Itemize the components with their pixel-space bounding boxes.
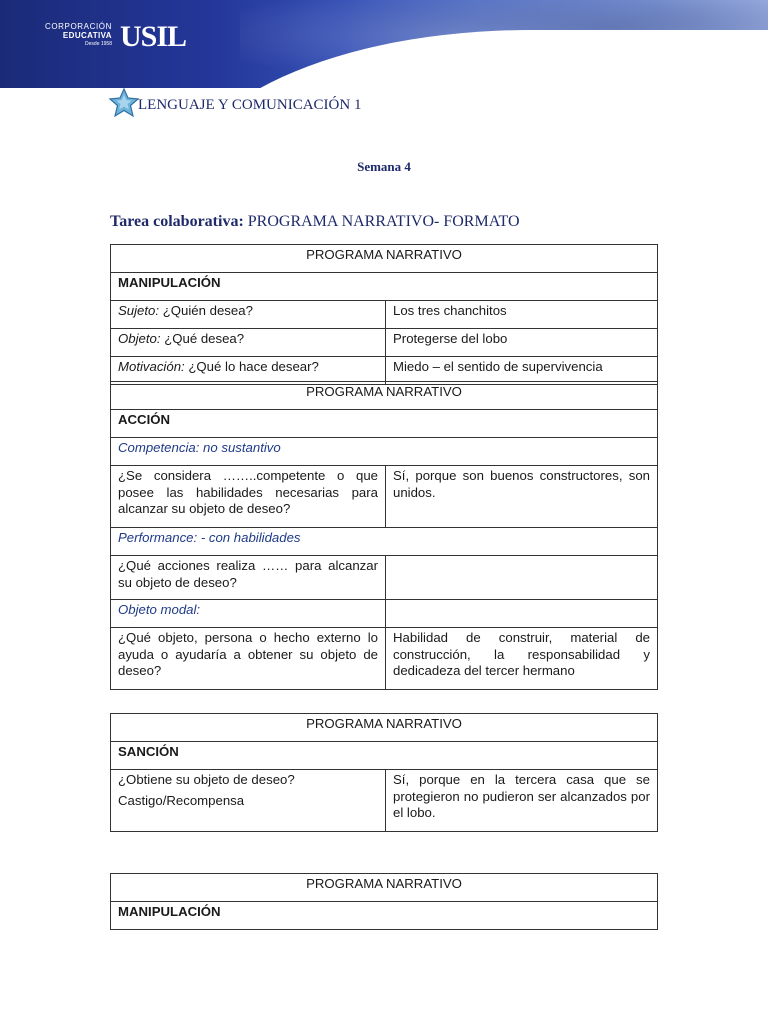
task-prefix: Tarea colaborativa: (110, 213, 248, 230)
sancion-question2: Castigo/Recompensa (118, 792, 245, 808)
table-row (111, 600, 658, 628)
row-answer: Los tres chanchitos (386, 301, 658, 329)
star-icon (108, 87, 140, 119)
table-row (111, 329, 658, 357)
course-heading (108, 86, 361, 120)
competencia-question: ¿Se considera ……..competente o que posee las habilidades necesarias para alcanzar su objeto de deseo? (111, 466, 386, 528)
objeto-answer: Habilidad de construir, material de construcción, la responsabilidad y dedicadeza del tercer hermano (386, 628, 658, 690)
competencia-label: Competencia: no sustantivo (111, 438, 658, 466)
row-question: ¿Quién desea? (159, 303, 253, 318)
performance-question: ¿Qué acciones realiza …… para alcanzar su objeto de deseo? (111, 556, 386, 600)
table-header: PROGRAMA NARRATIVO (111, 245, 658, 273)
section-title: MANIPULACIÓN (111, 273, 658, 301)
logo-line3: Desde 1958 (85, 41, 112, 47)
section-title: ACCIÓN (111, 410, 658, 438)
table-row (111, 770, 658, 832)
performance-answer (386, 556, 658, 600)
row-label: Motivación: (118, 359, 185, 374)
table-accion (110, 381, 658, 690)
table-row (111, 628, 658, 690)
table-row (111, 301, 658, 329)
week-label: Semana 4 (357, 159, 411, 174)
row-answer: Protegerse del lobo (386, 329, 658, 357)
row-question: ¿Qué lo hace desear? (184, 359, 319, 374)
table-header: PROGRAMA NARRATIVO (111, 382, 658, 410)
table-row (111, 466, 658, 528)
row-label: Sujeto: (118, 303, 160, 318)
section-title: MANIPULACIÓN (111, 902, 658, 930)
corporacion-logo (28, 22, 112, 49)
objeto-modal-label: Objeto modal: (111, 600, 386, 628)
row-question: ¿Qué desea? (160, 331, 245, 346)
objeto-question: ¿Qué objeto, persona o hecho externo lo ayuda o ayudaría a obtener su objeto de deseo? (111, 628, 386, 690)
sancion-question: ¿Obtiene su objeto de deseo? (118, 772, 295, 787)
table-sancion (110, 713, 658, 832)
logo-line2: EDUCATIVA (62, 31, 112, 40)
logo-line1: CORPORACIÓN (44, 22, 112, 31)
header-banner (0, 0, 768, 88)
competencia-answer: Sí, porque son buenos constructores, son unidos. (386, 466, 658, 528)
section-title: SANCIÓN (111, 742, 658, 770)
sancion-answer: Sí, porque en la tercera casa que se protegieron no pudieron ser alcanzados por el lobo. (386, 770, 658, 832)
task-title (110, 213, 520, 231)
row-label: Objeto: (118, 331, 161, 346)
objeto-modal-answer (386, 600, 658, 628)
table-header: PROGRAMA NARRATIVO (111, 714, 658, 742)
table-manipulacion-2 (110, 873, 658, 930)
course-title: LENGUAJE Y COMUNICACIÓN 1 (138, 96, 362, 113)
usil-logo: USIL (120, 20, 187, 53)
row-answer: Miedo – el sentido de supervivencia (386, 357, 658, 385)
task-name: PROGRAMA NARRATIVO- FORMATO (247, 213, 520, 230)
table-row (111, 556, 658, 600)
table-manipulacion (110, 244, 658, 385)
performance-label: Performance: - con habilidades (111, 528, 658, 556)
table-header: PROGRAMA NARRATIVO (111, 874, 658, 902)
